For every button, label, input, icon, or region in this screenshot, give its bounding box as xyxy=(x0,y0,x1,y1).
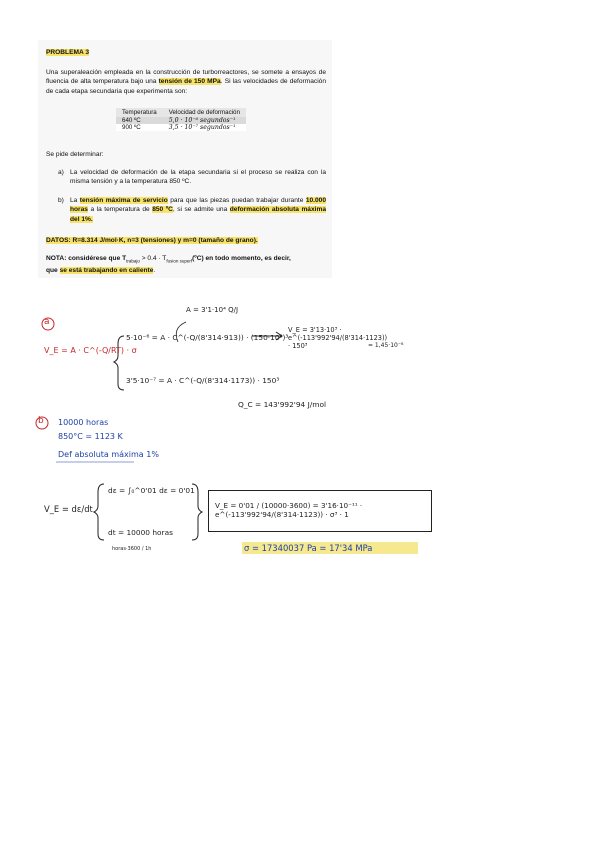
a-formula: V_E = A · C^(-Q/RT) · σ xyxy=(44,346,137,355)
a-eq1: 5·10⁻⁶ = A · C^(-Q/(8'314·913)) · (150·10⁶)³ xyxy=(126,333,289,342)
b-answer: σ = 17340037 Pa = 17'34 MPa xyxy=(244,543,373,553)
a-A-value: A = 3'1·10⁴ Q/J xyxy=(186,306,239,314)
a-Q-value: Q_C = 143'992'94 J/mol xyxy=(238,400,327,409)
b-hours: 10000 horas xyxy=(58,418,109,427)
a-result: V_E = 3'13·10³ · e^(-113'992'94/(8'314·1123)) · 150³ xyxy=(288,326,388,350)
item-a-label: a) xyxy=(58,169,64,176)
ask-text: Se pide determinar: xyxy=(46,151,104,158)
bracket-a xyxy=(114,336,124,390)
table-row: 900 ºC 3,5 · 10⁻⁷ segundos⁻¹ xyxy=(122,124,236,131)
table-row: 640 ºC 5,0 · 10⁻⁶ segundos⁻¹ xyxy=(116,117,246,124)
bracket-b xyxy=(94,484,104,540)
part-a-mark: a xyxy=(44,317,50,327)
b-def: Def absoluta máxima 1% xyxy=(58,450,159,459)
part-b-mark: b xyxy=(38,416,44,426)
b-de: dε = ∫₀^0'01 dε = 0'01 xyxy=(108,486,195,495)
b-dt-note: horas·3600 / 1h xyxy=(112,546,152,552)
item-b-text: La tensión máxima de servicio para que las piezas puedan trabajar durante 10.000 horas a la temperatura de 850 ºC, si se admite una deformación absoluta máxima del 1%. xyxy=(70,197,327,223)
item-a-text: La velocidad de deformación de la etapa secundaria si el proceso se realiza con la misma tensión y a la temperatura 850 ºC. xyxy=(70,169,326,186)
b-temp: 850°C = 1123 K xyxy=(58,432,123,441)
table-header-temp: Temperatura xyxy=(116,108,163,117)
item-b-label: b) xyxy=(58,197,64,204)
b-formula: V_E = dε/dt xyxy=(44,504,93,514)
b-dt: dt = 10000 horas xyxy=(108,528,173,537)
a-eq2: 3'5·10⁻⁷ = A · C^(-Q/(8'314·1173)) · 150³ xyxy=(126,376,280,385)
problem-intro: Una superaleación empleada en la construcción de turborreactores, se somete a ensayos de fluencia de alta temperatura bajo una tensión de 150 MPa. Si las velocidades de deformación de cada etapa secundaria que experimenta son: xyxy=(46,69,327,95)
b-boxed-text: V_E = 0'01 / (10000·3600) = 3'16·10⁻¹¹ · e^(-113'992'94/(8'314·1123)) · σ³ · 1 xyxy=(215,501,363,519)
table-header-rate: Velocidad de deformación xyxy=(163,108,246,117)
nota-text: NOTA: considérese que $T_{trabajo} > 0.4$ · $T_{fusion superf}(ºC)$ en todo momento, es decir, que se está trabajando en caliente. xyxy=(46,255,291,274)
b-boxed-equation xyxy=(208,490,432,532)
problem-title: PROBLEMA 3 xyxy=(46,49,89,56)
datos-text: DATOS: R=8.314 J/mol·K, n=3 (tensiones) y m=0 (tamaño de grano). xyxy=(46,237,258,244)
a-result-tail: = 1,45·10⁻⁸ xyxy=(368,342,404,349)
